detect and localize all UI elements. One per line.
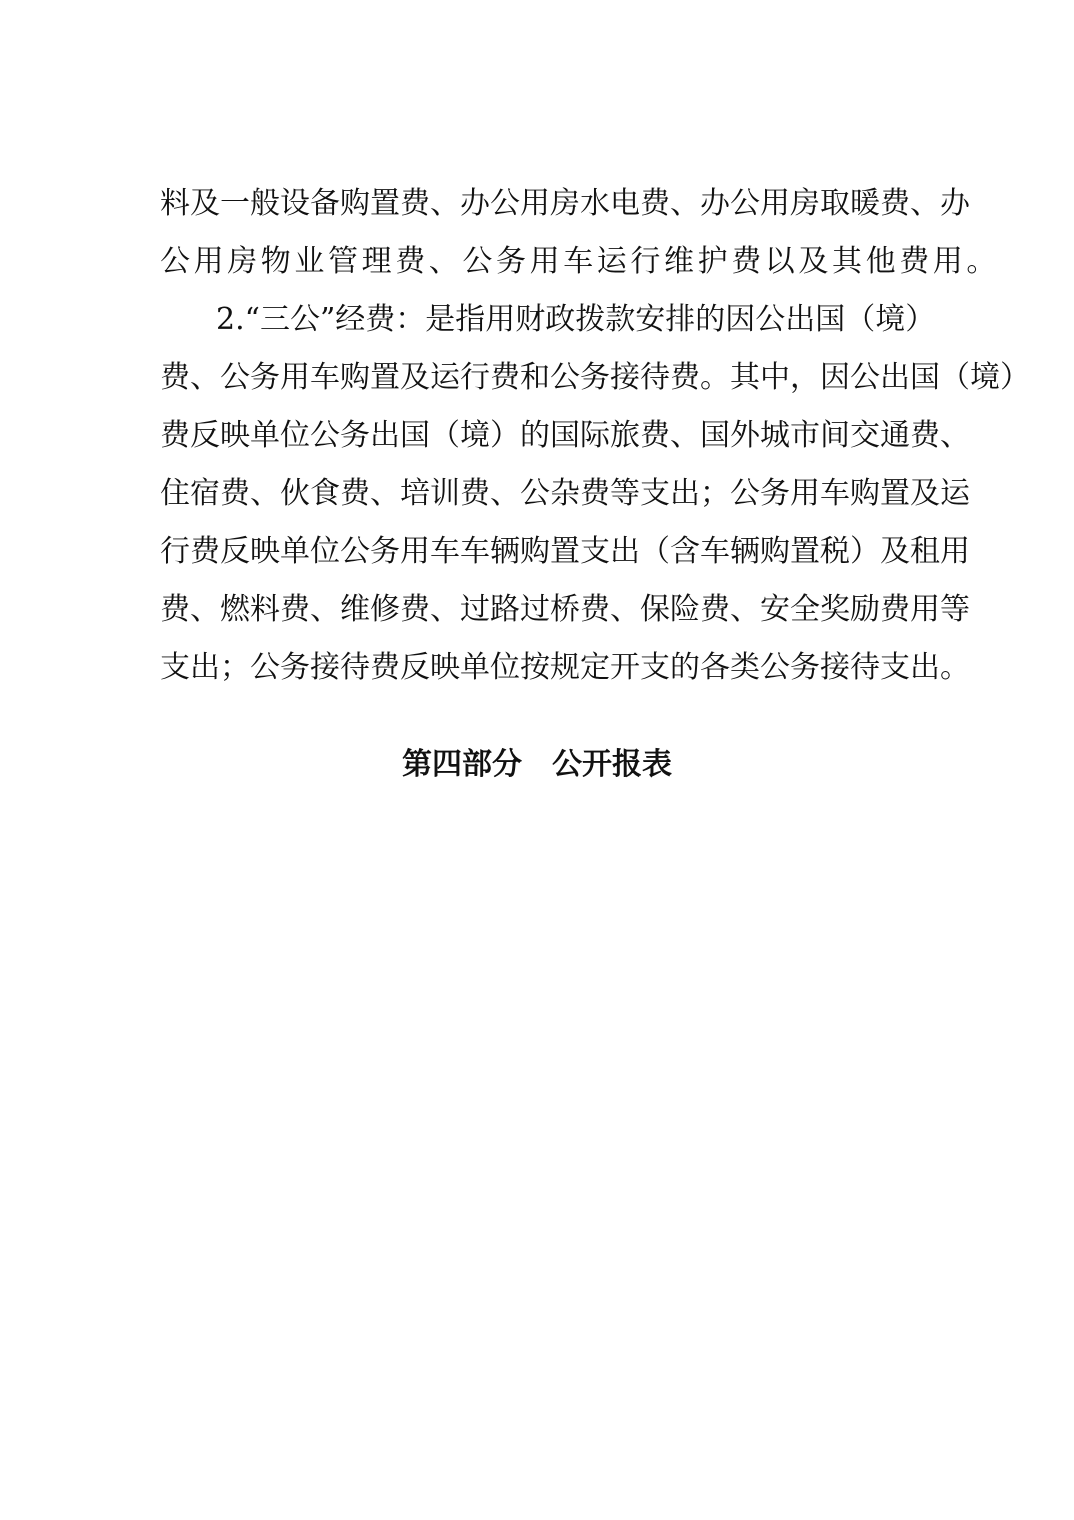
section-heading: 第四部分 公开报表 bbox=[402, 747, 672, 782]
text-line: 住宿费、伙食费、培训费、公杂费等支出；公务用车购置及运 bbox=[160, 476, 970, 511]
text-line: 料及一般设备购置费、办公用房水电费、办公用房取暖费、办 bbox=[160, 186, 970, 221]
text-line: 费、公务用车购置及运行费和公务接待费。其中，因公出国（境） bbox=[160, 360, 1030, 395]
text-line: 2.“三公”经费：是指用财政拨款安排的因公出国（境） bbox=[216, 302, 936, 337]
text-line: 费反映单位公务出国（境）的国际旅费、国外城市间交通费、 bbox=[160, 418, 970, 453]
text-line: 支出；公务接待费反映单位按规定开支的各类公务接待支出。 bbox=[160, 650, 970, 685]
text-line: 行费反映单位公务用车车辆购置支出（含车辆购置税）及租用 bbox=[160, 534, 970, 569]
body-text bbox=[160, 175, 1030, 697]
paragraph-three-public-expenses bbox=[160, 291, 1030, 697]
paragraph-office-expenses bbox=[160, 175, 1000, 291]
text-line: 公用房物业管理费、公务用车运行维护费以及其他费用。 bbox=[160, 244, 1000, 279]
text-line: 费、燃料费、维修费、过路过桥费、保险费、安全奖励费用等 bbox=[160, 592, 970, 627]
